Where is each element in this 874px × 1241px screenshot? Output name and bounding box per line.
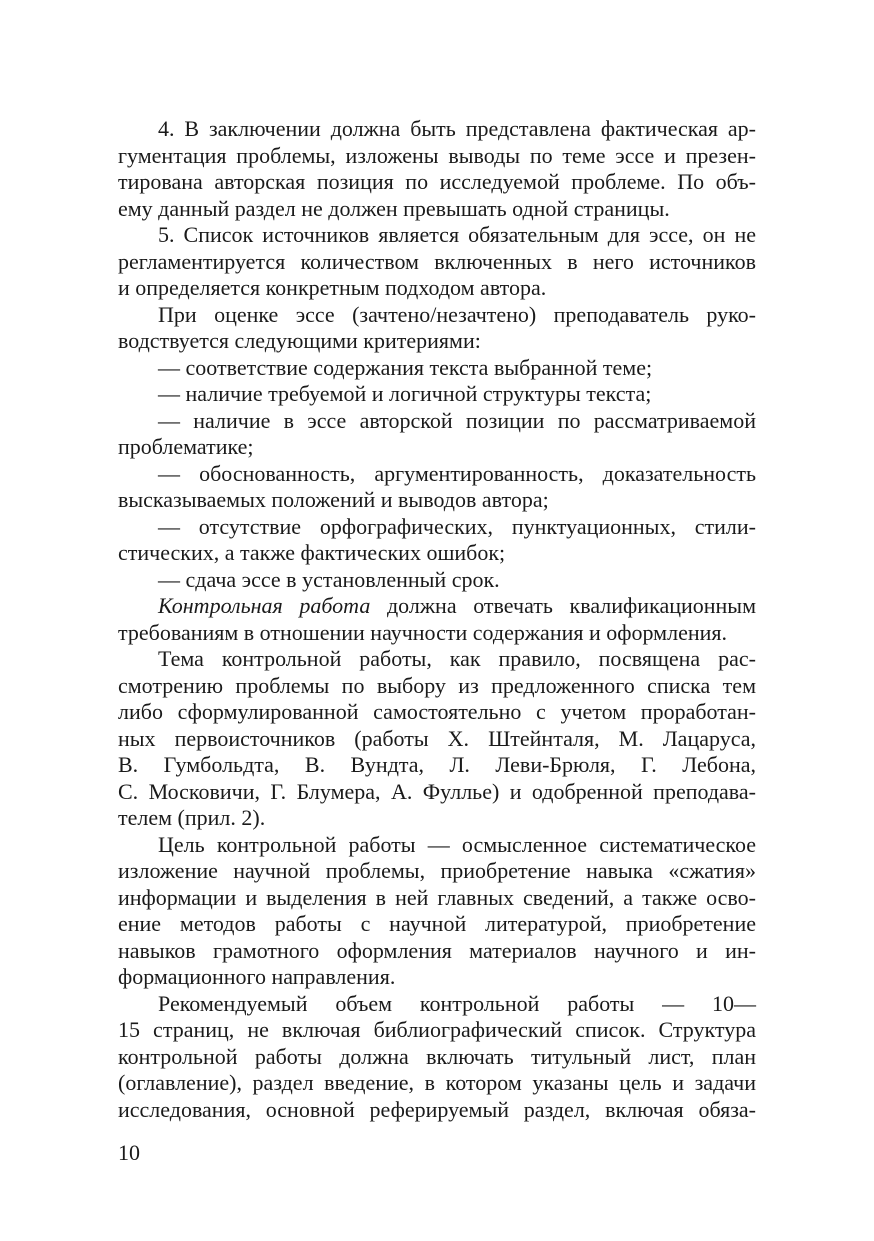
text-line: [118, 726, 756, 753]
text-line: [118, 116, 756, 143]
text-line: [118, 885, 756, 912]
text-line-content: навыков грамотного оформления материалов научного и ин-: [118, 937, 756, 963]
text-line-content: информации и выделения в ней главных сведений, а также осво-: [118, 884, 756, 910]
text-line-content: Рекомендуемый объем контрольной работы — 10—: [158, 990, 756, 1016]
text-line-content: — наличие требуемой и логичной структуры текста;: [158, 381, 652, 406]
text-line-content: Цель контрольной работы — осмысленное систематическое: [158, 831, 756, 857]
text-line-content: 5. Список источников является обязательным для эссе, он не: [158, 222, 756, 247]
text-line: [118, 805, 756, 832]
text-line: [118, 540, 756, 567]
page-number: 10: [118, 1140, 140, 1165]
text-line: [118, 222, 756, 249]
text-line-content: либо сформулированной самостоятельно с учетом проработан-: [118, 699, 756, 724]
text-line: [118, 938, 756, 965]
text-line: [118, 646, 756, 673]
text-line: [118, 381, 756, 408]
text-line-content: ение методов работы с научной литературой, приобретение: [118, 911, 756, 936]
text-line-content: ных первоисточников (работы Х. Штейнталя, М. Лацаруса,: [118, 725, 756, 751]
text-line: [118, 249, 756, 276]
text-line: [118, 832, 756, 859]
text-line-content: контрольной работы должна включать титульный лист, план: [118, 1043, 756, 1069]
text-line: [118, 487, 756, 514]
text-line-content: изложение научной проблемы, приобретение навыка «сжатия»: [118, 858, 756, 883]
text-line-content: — сдача эссе в установленный срок.: [158, 566, 500, 592]
text-line-content: должна отвечать квалификационным: [370, 593, 756, 618]
text-line: [118, 1097, 756, 1124]
text-line: [118, 355, 756, 382]
text-line: [118, 752, 756, 779]
text-line-content: — соответствие содержания текста выбранной теме;: [158, 354, 653, 380]
text-line: [118, 1070, 756, 1097]
text-line-content: и определяется конкретным подходом автора.: [118, 275, 547, 300]
italic-term: Контрольная работа: [158, 593, 371, 618]
text-line-content: ему данный раздел не должен превышать одной страницы.: [118, 195, 670, 221]
text-line: [118, 196, 756, 223]
text-line-content: 4. В заключении должна быть представлена фактическая ар-: [158, 116, 756, 141]
text-line: [118, 514, 756, 541]
text-line: [118, 964, 756, 991]
text-line: [118, 408, 756, 435]
text-line: [118, 328, 756, 355]
text-line: [118, 699, 756, 726]
text-line: [118, 302, 756, 329]
text-line-content: формационного направления.: [118, 964, 396, 989]
text-line: [118, 461, 756, 488]
text-line: [118, 275, 756, 302]
text-line-content: В. Гумбольдта, В. Вундта, Л. Леви-Брюля, Г. Лебона,: [118, 752, 756, 777]
text-line: [118, 169, 756, 196]
text-line-content: водствуется следующими критериями:: [118, 328, 481, 353]
text-line: [118, 858, 756, 885]
text-line-content: С. Московичи, Г. Блумера, А. Фуллье) и одобренной преподава-: [118, 778, 756, 804]
text-line-content: Тема контрольной работы, как правило, посвящена рас-: [158, 646, 756, 671]
text-line-content: тирована авторская позиция по исследуемой проблеме. По объ-: [118, 169, 756, 194]
text-line-content: телем (прил. 2).: [118, 805, 266, 830]
text-line-content: При оценке эссе (зачтено/незачтено) преподаватель руко-: [158, 301, 756, 327]
text-line-content: 15 страниц, не включая библиографический список. Структура: [118, 1017, 756, 1042]
text-line-content: смотрению проблемы по выбору из предложенного списка тем: [118, 672, 756, 698]
text-line-content: исследования, основной реферируемый раздел, включая обяза-: [118, 1096, 756, 1122]
text-line: [118, 673, 756, 700]
text-line-content: — отсутствие орфографических, пунктуационных, стили-: [158, 513, 756, 539]
text-line: [118, 779, 756, 806]
text-line: [118, 991, 756, 1018]
page-body-text: [118, 116, 756, 1123]
text-line: [118, 911, 756, 938]
text-line-content: требованиям в отношении научности содержания и оформления.: [118, 619, 728, 645]
text-line: [118, 434, 756, 461]
text-line-content: регламентируется количеством включенных в него источников: [118, 248, 756, 274]
text-line-content: стических, а также фактических ошибок;: [118, 540, 506, 565]
text-line-content: проблематике;: [118, 434, 254, 459]
text-line: [118, 567, 756, 594]
text-line: [118, 620, 756, 647]
text-line-content: гументация проблемы, изложены выводы по теме эссе и презен-: [118, 142, 756, 168]
text-line-content: — наличие в эссе авторской позиции по рассматриваемой: [158, 407, 756, 433]
text-line-content: (оглавление), раздел введение, в котором указаны цель и задачи: [118, 1070, 756, 1095]
text-line: [118, 143, 756, 170]
text-line: [118, 593, 756, 620]
text-line: [118, 1017, 756, 1044]
text-line-content: — обоснованность, аргументированность, доказательность: [158, 460, 756, 486]
text-line: [118, 1044, 756, 1071]
text-line-content: высказываемых положений и выводов автора;: [118, 487, 549, 512]
